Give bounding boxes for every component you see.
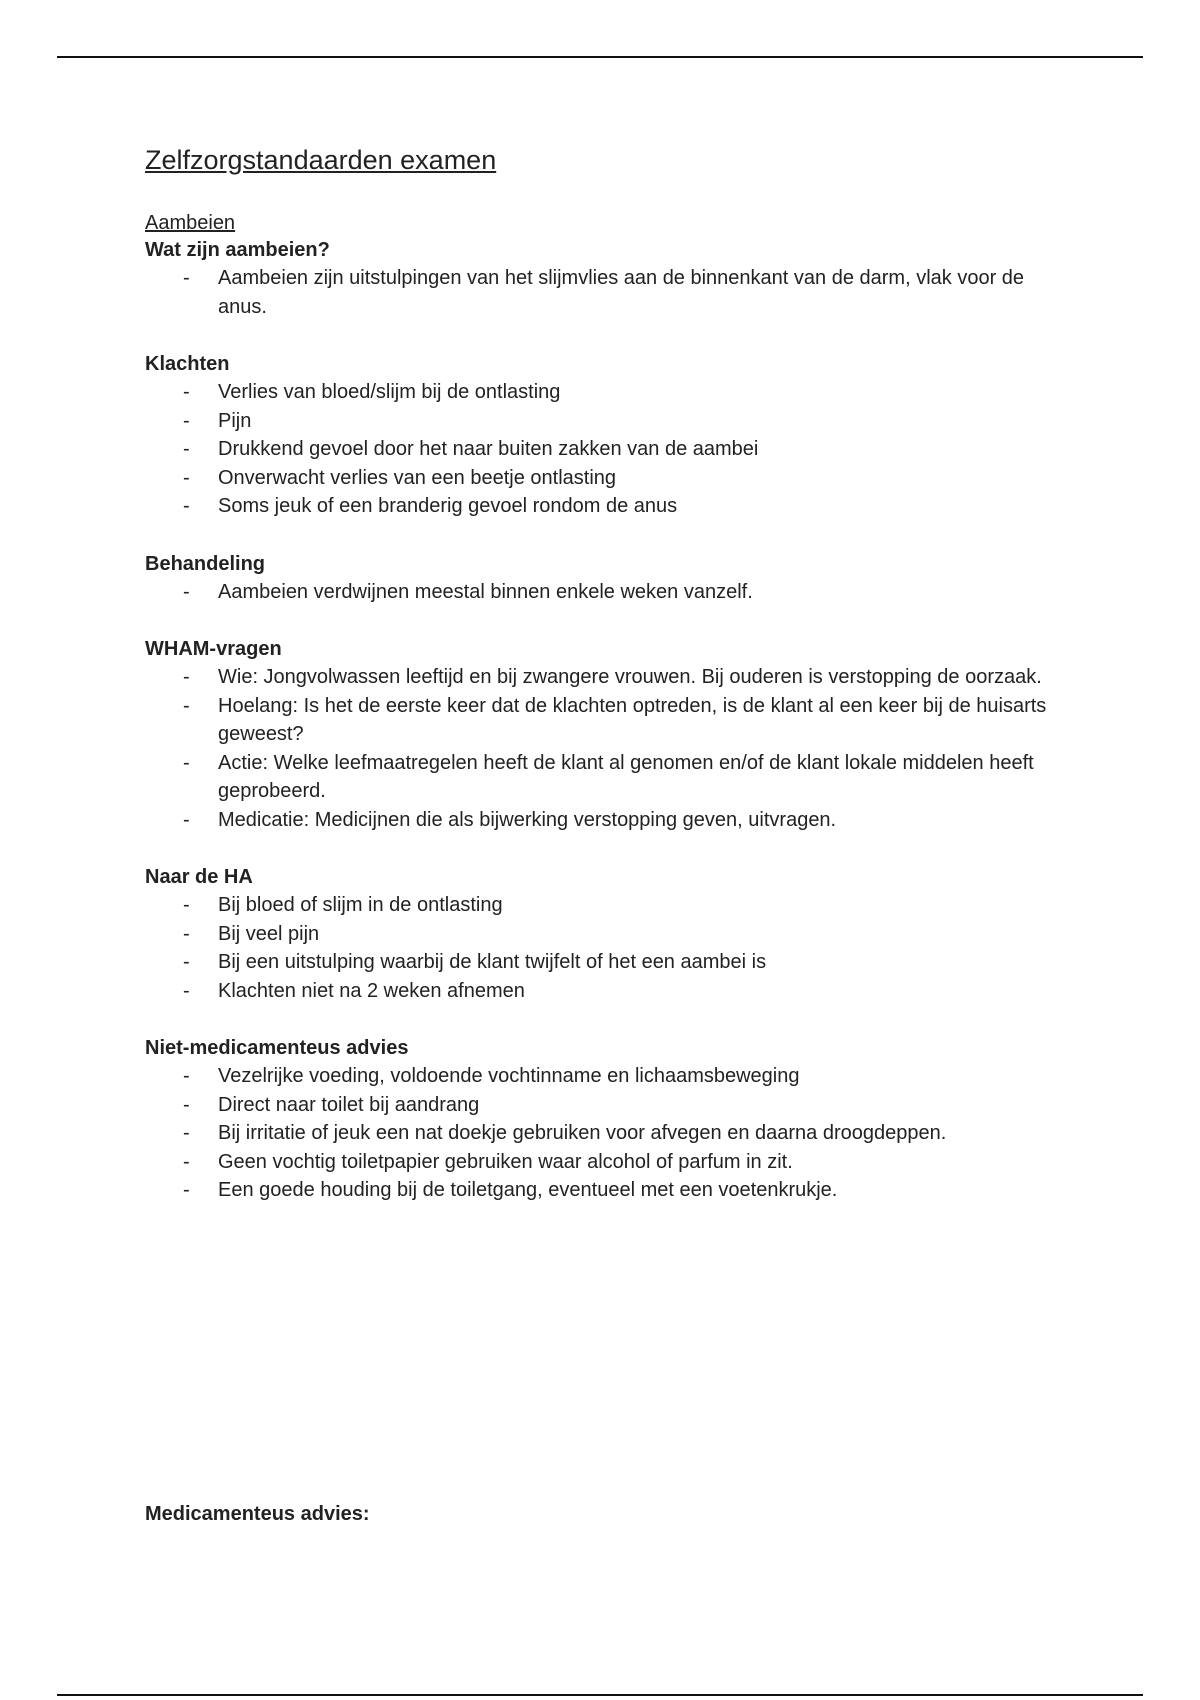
bullet-list (145, 1062, 1075, 1205)
list-item-text: Geen vochtig toiletpapier gebruiken waar alcohol of parfum in zit. (218, 1150, 793, 1173)
list-item (145, 1119, 1075, 1148)
bottom-rule (57, 1694, 1143, 1696)
dash-bullet-icon: - (183, 1093, 190, 1116)
section (145, 350, 1075, 521)
list-item-text: Medicatie: Medicijnen die als bijwerking verstopping geven, uitvragen. (218, 808, 837, 831)
list-item-text: Onverwacht verlies van een beetje ontlasting (218, 466, 617, 489)
section-heading: Wat zijn aambeien? (145, 239, 330, 261)
list-item (145, 492, 1075, 521)
list-item-text: Vezelrijke voeding, voldoende vochtinname en lichaamsbeweging (218, 1065, 800, 1087)
document-title: Zelfzorgstandaarden examen (145, 145, 497, 175)
section-heading: WHAM-vragen (145, 638, 282, 660)
list-item (145, 464, 1075, 493)
list-item (145, 692, 1075, 749)
bullet-list (145, 578, 1075, 607)
list-item-text: Verlies van bloed/slijm bij de ontlasting (218, 381, 561, 403)
section-heading: Behandeling (145, 552, 266, 575)
section (145, 863, 1075, 1005)
bullet-list (145, 891, 1075, 1005)
section (145, 550, 1075, 607)
bullet-list (145, 378, 1075, 521)
list-item (145, 435, 1075, 464)
dash-bullet-icon: - (183, 267, 190, 289)
dash-bullet-icon: - (183, 808, 190, 831)
list-item-text: Aambeien zijn uitstulpingen van het slijmvlies aan de binnenkant van de darm, vlak voor de anus. (218, 267, 1025, 318)
list-item (145, 977, 1075, 1006)
bullet-list (145, 264, 1075, 321)
section-heading: Niet-medicamenteus advies (145, 1037, 409, 1059)
list-item (145, 920, 1075, 949)
dash-bullet-icon: - (183, 1150, 190, 1173)
section (145, 236, 1075, 321)
medicamenteus-heading: Medicamenteus advies: (145, 1503, 370, 1525)
list-item-text: Drukkend gevoel door het naar buiten zakken van de aambei (218, 438, 759, 460)
dash-bullet-icon: - (183, 894, 190, 916)
dash-bullet-icon: - (183, 922, 190, 945)
list-item (145, 378, 1075, 407)
list-item (145, 407, 1075, 436)
section-heading: Naar de HA (145, 866, 253, 888)
dash-bullet-icon: - (183, 694, 190, 717)
section (145, 635, 1075, 834)
dash-bullet-icon: - (183, 495, 190, 517)
list-item (145, 264, 1075, 321)
list-item (145, 1176, 1075, 1205)
dash-bullet-icon: - (183, 438, 190, 460)
dash-bullet-icon: - (183, 466, 190, 489)
dash-bullet-icon: - (183, 409, 190, 432)
list-item-text: Een goede houding bij de toiletgang, eventueel met een voetenkrukje. (218, 1179, 838, 1201)
list-item-text: Soms jeuk of een branderig gevoel rondom de anus (218, 495, 678, 517)
dash-bullet-icon: - (183, 951, 190, 973)
dash-bullet-icon: - (183, 1122, 190, 1144)
document-body (145, 210, 1075, 1234)
topic-heading: Aambeien (145, 212, 236, 234)
top-rule (57, 56, 1143, 58)
list-item (145, 948, 1075, 977)
list-item-text: Klachten niet na 2 weken afnemen (218, 979, 525, 1002)
dash-bullet-icon: - (183, 666, 190, 688)
list-item-text: Bij veel pijn (218, 922, 320, 945)
dash-bullet-icon: - (183, 381, 190, 403)
bullet-list (145, 663, 1075, 834)
list-item-text: Hoelang: Is het de eerste keer dat de klachten optreden, is de klant al een keer bij de huisarts geweest? (218, 694, 1047, 745)
section (145, 1034, 1075, 1205)
list-item (145, 1062, 1075, 1091)
list-item-text: Wie: Jongvolwassen leeftijd en bij zwangere vrouwen. Bij ouderen is verstopping de oorzaak. (218, 666, 1042, 688)
list-item-text: Pijn (218, 409, 252, 432)
list-item (145, 891, 1075, 920)
list-item (145, 1091, 1075, 1120)
sections-container (145, 236, 1075, 1205)
dash-bullet-icon: - (183, 1065, 190, 1087)
list-item (145, 749, 1075, 806)
dash-bullet-icon: - (183, 1179, 190, 1201)
dash-bullet-icon: - (183, 580, 190, 603)
list-item (145, 578, 1075, 607)
list-item-text: Bij irritatie of jeuk een nat doekje gebruiken voor afvegen en daarna droogdeppen. (218, 1122, 947, 1144)
section-heading: Klachten (145, 353, 230, 375)
list-item-text: Aambeien verdwijnen meestal binnen enkele weken vanzelf. (218, 580, 753, 603)
dash-bullet-icon: - (183, 979, 190, 1002)
list-item-text: Direct naar toilet bij aandrang (218, 1093, 480, 1116)
dash-bullet-icon: - (183, 751, 190, 774)
list-item (145, 806, 1075, 835)
list-item-text: Actie: Welke leefmaatregelen heeft de klant al genomen en/of de klant lokale middelen heeft geprobeerd. (218, 751, 1034, 802)
list-item-text: Bij een uitstulping waarbij de klant twijfelt of het een aambei is (218, 951, 767, 973)
list-item (145, 663, 1075, 692)
list-item (145, 1148, 1075, 1177)
list-item-text: Bij bloed of slijm in de ontlasting (218, 894, 503, 916)
